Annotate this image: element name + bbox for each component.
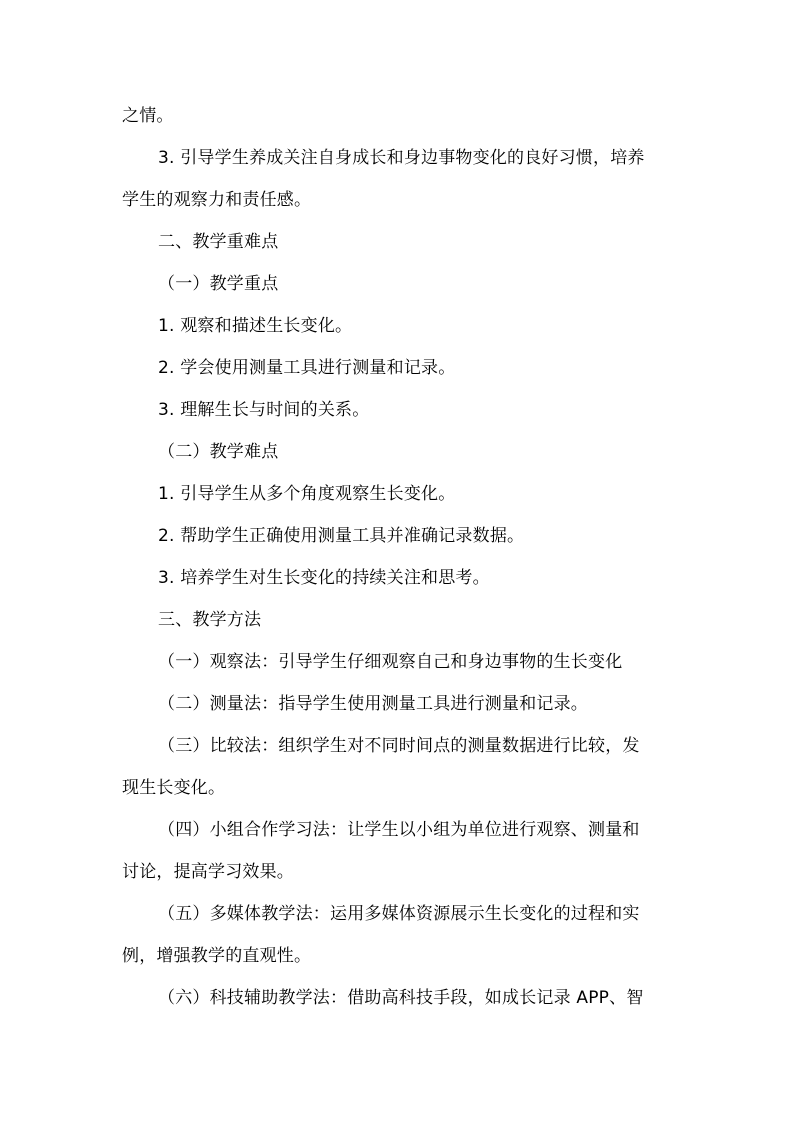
text-line-17: 现生长变化。 <box>122 778 226 798</box>
subheading-key-points: （一）教学重点 <box>158 274 279 294</box>
text-line-14: （一）观察法：引导学生仔细观察自己和身边事物的生长变化 <box>158 652 623 672</box>
text-line-3: 学生的观察力和责任感。 <box>122 190 312 210</box>
text-line-8: 3. 理解生长与时间的关系。 <box>158 400 370 420</box>
text-line-7: 2. 学会使用测量工具进行测量和记录。 <box>158 358 456 378</box>
text-line-20: （五）多媒体教学法：运用多媒体资源展示生长变化的过程和实 <box>158 904 640 924</box>
section-heading-difficulties: 二、教学重难点 <box>158 232 279 252</box>
text-line-21: 例，增强教学的直观性。 <box>122 946 312 966</box>
text-line-15: （二）测量法：指导学生使用测量工具进行测量和记录。 <box>158 694 588 714</box>
text-line-16: （三）比较法：组织学生对不同时间点的测量数据进行比较，发 <box>158 736 640 756</box>
text-line-19: 讨论，提高学习效果。 <box>122 862 294 882</box>
text-line-22: （六）科技辅助教学法：借助高科技手段，如成长记录 APP、智 <box>158 988 644 1008</box>
text-line-18: （四）小组合作学习法：让学生以小组为单位进行观察、测量和 <box>158 820 640 840</box>
text-line-11: 2. 帮助学生正确使用测量工具并准确记录数据。 <box>158 526 525 546</box>
section-heading-methods: 三、教学方法 <box>158 610 262 630</box>
text-line-1: 之情。 <box>122 106 174 126</box>
text-line-2: 3. 引导学生养成关注自身成长和身边事物变化的良好习惯，培养 <box>158 148 645 168</box>
text-line-12: 3. 培养学生对生长变化的持续关注和思考。 <box>158 568 490 588</box>
subheading-difficult-points: （二）教学难点 <box>158 442 279 462</box>
text-line-10: 1. 引导学生从多个角度观察生长变化。 <box>158 484 456 504</box>
text-line-6: 1. 观察和描述生长变化。 <box>158 316 353 336</box>
